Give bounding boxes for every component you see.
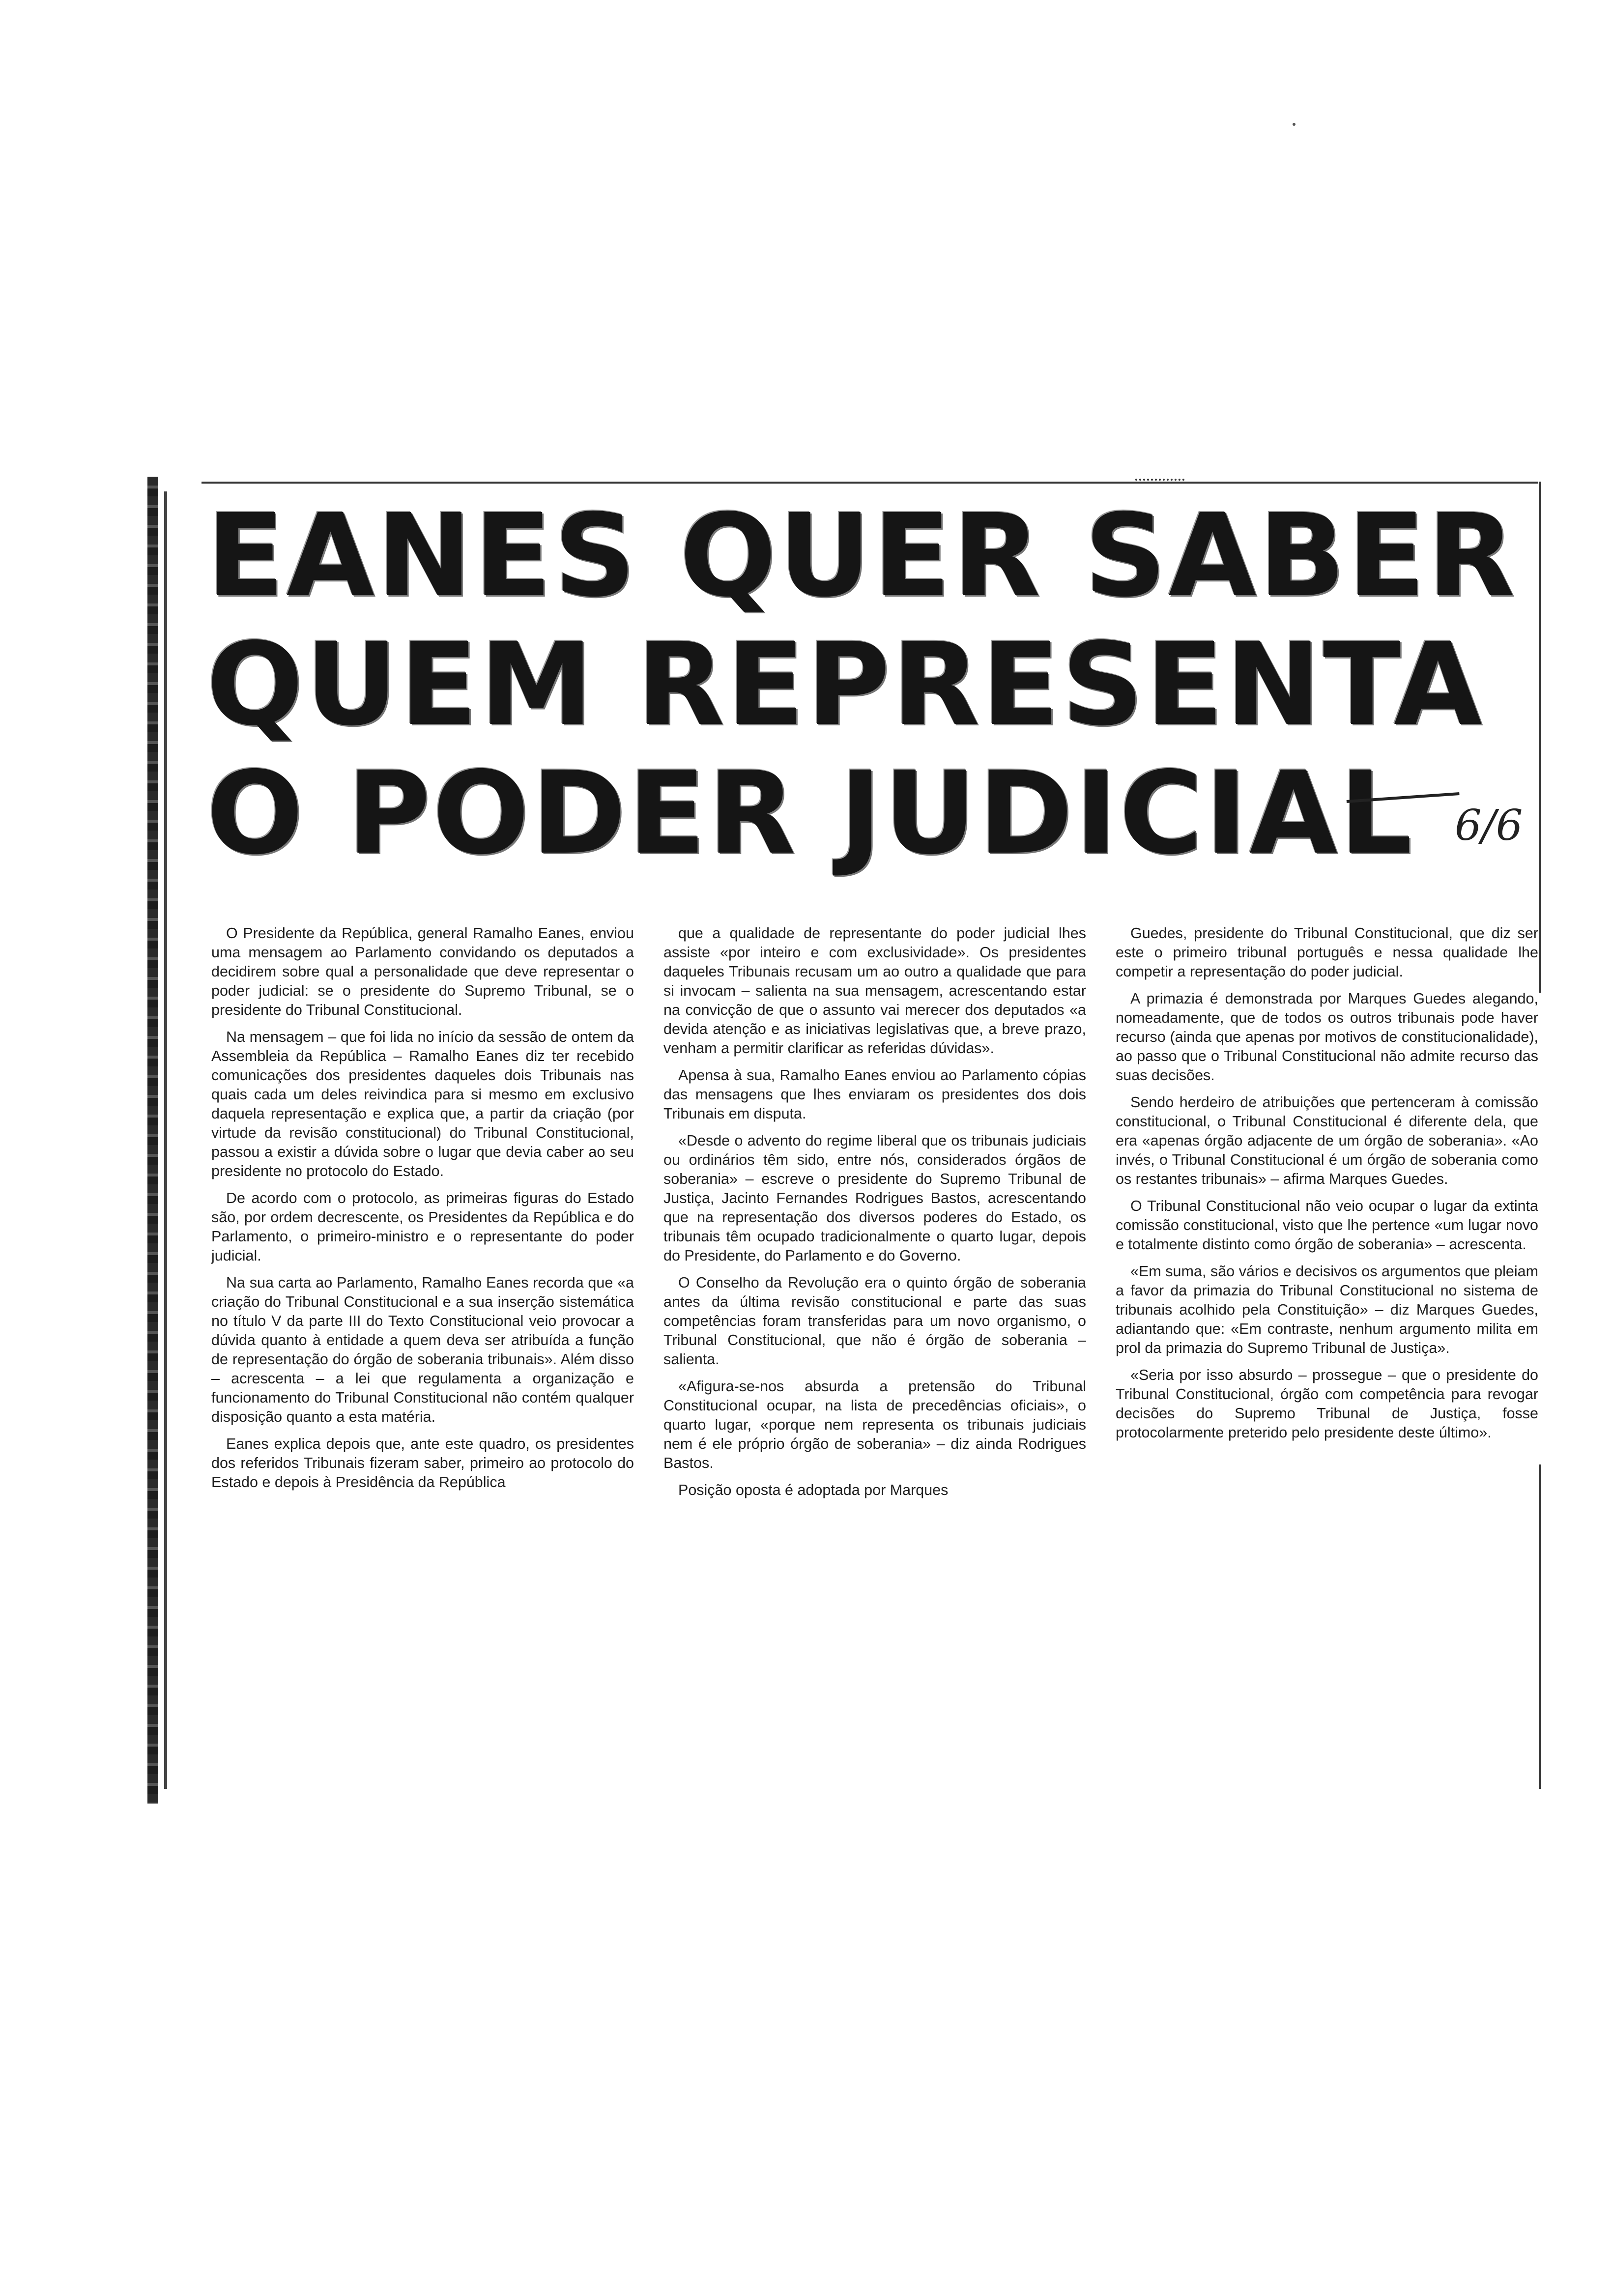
scan-speck (1293, 123, 1295, 126)
paragraph: O Conselho da Revolução era o quinto órgão de soberania antes da última revisão constitucional e parte das suas competências foram transferidas para um novo organismo, o Tribunal Constitucional, que não é órgão de soberania – salienta. (663, 1274, 1086, 1368)
paragraph: Na sua carta ao Parlamento, Ramalho Eanes recorda que «a criação do Tribunal Constitucional e a sua inserção sistemática no título V da parte III do Texto Constitucional veio provocar a dúvida quanto à entidade a quem deva ser atribuída a função de representação do órgão de soberania tribunais». Além disso – acrescenta – a lei que regulamenta a organização e funcionamento do Tribunal Constitucional não contém qualquer disposição quanto a esta matéria. (211, 1274, 634, 1425)
paragraph: Apensa à sua, Ramalho Eanes enviou ao Parlamento cópias das mensagens que lhes enviaram os presidentes dos dois Tribunais em disputa. (663, 1067, 1086, 1122)
paragraph: Guedes, presidente do Tribunal Constitucional, que diz ser este o primeiro tribunal português e nessa qualidade lhe competir a representação do poder judicial. (1116, 925, 1538, 980)
headline (206, 491, 1533, 878)
article-column-1 (211, 924, 634, 1789)
paragraph: Na mensagem – que foi lida no início da sessão de ontem da Assembleia da República – Ramalho Eanes diz ter recebido comunicações dos presidentes daqueles dois Tribunais nas quais cada um deles reivindica para si mesmo em exclusivo daquela representação e explica que, a partir da criação (por virtude da revisão constitucional) do Tribunal Constitucional, passou a existir a dúvida sobre o lugar que devia caber ao seu presidente no protocolo do Estado. (211, 1029, 634, 1179)
clipping-border-right (1539, 482, 1541, 993)
paragraph: A primazia é demonstrada por Marques Guedes alegando, nomeadamente, que de todos os outros tribunais pode haver recurso (ainda que apenas por motivos de constitucionalidade), ao passo que o Tribunal Constitucional não admite recurso das suas decisões. (1116, 990, 1538, 1084)
paragraph: «Desde o advento do regime liberal que os tribunais judiciais ou ordinários têm sido, entre nós, considerados órgãos de soberania» – escreve o presidente do Supremo Tribunal de Justiça, Jacinto Fernandes Rodrigues Bastos, acrescentando que na representação dos diversos poderes do Estado, os tribunais têm ocupado tradicionalmente o quarto lugar, depois do Presidente, do Parlamento e do Governo. (663, 1132, 1086, 1264)
paragraph: «Afigura-se-nos absurda a pretensão do Tribunal Constitucional ocupar, na lista de precedências oficiais», o quarto lugar, «porque nem representa os tribunais judiciais nem é ele próprio órgão de soberania» – diz ainda Rodrigues Bastos. (663, 1378, 1086, 1471)
margin-bar (147, 477, 158, 1804)
paragraph: que a qualidade de representante do poder judicial lhes assiste «por inteiro e com exclusividade». Os presidentes daqueles Tribunais recusam um ao outro a qualidade que para si invocam – salienta na sua mensagem, acrescentando estar na convicção de que o assunto vai merecer dos deputados «a devida atenção e as iniciativas legislativas que, a breve prazo, venham a permitir clarificar as referidas dúvidas». (663, 925, 1086, 1057)
paragraph: «Em suma, são vários e decisivos os argumentos que pleiam a favor da primazia do Tribunal Constitucional no sistema de tribunais acolhido pela Constituição» – diz Marques Guedes, adiantando que: «Em contraste, nenhum argumento milita em prol da primazia do Supremo Tribunal de Justiça». (1116, 1263, 1538, 1356)
article-column-2 (663, 924, 1086, 1789)
clipping-border-right-lower (1539, 1464, 1541, 1789)
article-body (211, 924, 1538, 1789)
paragraph: Posição oposta é adoptada por Marques (678, 1482, 949, 1498)
headline-line-2: QUEM REPRESENTA (206, 618, 1484, 751)
article-column-3 (1116, 924, 1538, 1789)
margin-rule (164, 491, 167, 1789)
paragraph: «Seria por isso absurdo – prossegue – que o presidente do Tribunal Constitucional, órgão com competência para revogar decisões do Supremo Tribunal de Justiça, fosse protocolarmente preterido pelo presidente deste último». (1116, 1367, 1538, 1441)
handwritten-annotation: 6/6 (1455, 801, 1523, 850)
paragraph: De acordo com o protocolo, as primeiras figuras do Estado são, por ordem decrescente, os Presidentes da República e do Parlamento, o primeiro-ministro e o representante do poder judicial. (211, 1190, 634, 1264)
paragraph: Eanes explica depois que, ante este quadro, os presidentes dos referidos Tribunais fizeram saber, primeiro ao protocolo do Estado e depois à Presidência da República (211, 1435, 634, 1491)
scan-mark (1135, 479, 1184, 487)
clipping-border-top (202, 482, 1538, 484)
paragraph: O Presidente da República, general Ramalho Eanes, enviou uma mensagem ao Parlamento convidando os deputados a decidirem sobre qual a personalidade que deve representar o poder judicial: se o presidente do Supremo Tribunal, se o presidente do Tribunal Constitucional. (211, 925, 634, 1018)
paragraph: Sendo herdeiro de atribuições que pertenceram à comissão constitucional, o Tribunal Constitucional é diferente dela, que era «apenas órgão adjacente de um órgão de soberania». «Ao invés, o Tribunal Constitucional é um órgão de soberania como os restantes tribunais» – afirma Marques Guedes. (1116, 1094, 1538, 1187)
headline-line-3: O PODER JUDICIAL (206, 747, 1414, 880)
paragraph: O Tribunal Constitucional não veio ocupar o lugar da extinta comissão constitucional, visto que lhe pertence «um lugar novo e totalmente distinto como órgão de soberania» – acrescenta. (1116, 1198, 1538, 1253)
headline-line-1: EANES QUER SABER (206, 489, 1517, 622)
newspaper-clipping (147, 472, 1553, 1808)
